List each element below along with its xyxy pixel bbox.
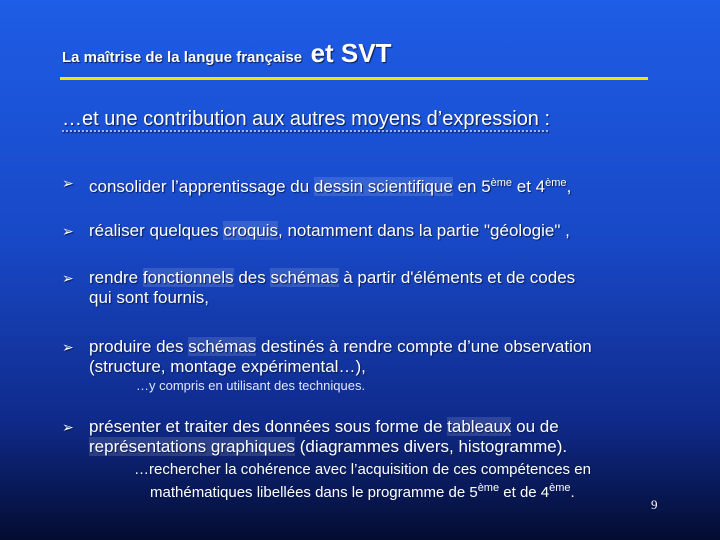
bullet-text-5: présenter et traiter des données sous forme de tableaux ou de [89, 417, 559, 436]
highlight-term: schémas [270, 268, 339, 287]
highlight-term: croquis [223, 221, 279, 240]
bullet-text-4: produire des schémas destinés à rendre compte d’une observation [89, 337, 592, 356]
page-number: 9 [651, 497, 658, 512]
bullet-text-3: rendre fonctionnels des schémas à partir d'éléments et de codes [89, 268, 576, 287]
bullet-text-4-line2: (structure, montage expérimental…), [89, 357, 366, 376]
slide-title [62, 38, 391, 69]
bullet-text-5-line2: représentations graphiques (diagrammes divers, histogramme). [89, 437, 568, 456]
note-techniques: …y compris en utilisant des techniques. [136, 378, 366, 393]
subtitle: …et une contribution aux autres moyens d’expression : [62, 108, 551, 130]
arrow-bullet-icon: ➢ [62, 175, 74, 191]
arrow-bullet-icon: ➢ [62, 270, 74, 286]
highlight-term: dessin scientifique [313, 177, 453, 196]
bullet-text-2: réaliser quelques croquis, notamment dans la partie "géologie" , [89, 221, 570, 240]
arrow-bullet-icon: ➢ [62, 339, 74, 355]
bullet-text-1: consolider l’apprentissage du dessin scientifique en 5ème et 4ème, [89, 177, 572, 196]
arrow-bullet-icon: ➢ [62, 419, 74, 435]
bullet-text-3-line2: qui sont fournis, [89, 288, 210, 307]
title-underline-rule [60, 77, 648, 80]
highlight-term: schémas [188, 337, 257, 356]
note-line-1: …rechercher la cohérence avec l’acquisition de ces compétences en [134, 461, 591, 478]
title-big: et SVT [310, 38, 392, 68]
note-mathematiques [134, 460, 591, 502]
highlight-term: représentations graphiques [89, 437, 296, 456]
arrow-bullet-icon: ➢ [62, 223, 74, 239]
highlight-term: fonctionnels [142, 268, 234, 287]
title-small: La maîtrise de la langue française [62, 49, 303, 66]
highlight-term: tableaux [447, 417, 512, 436]
note-line-2: mathématiques libellées dans le programme de 5ème et de 4ème. [150, 482, 575, 501]
